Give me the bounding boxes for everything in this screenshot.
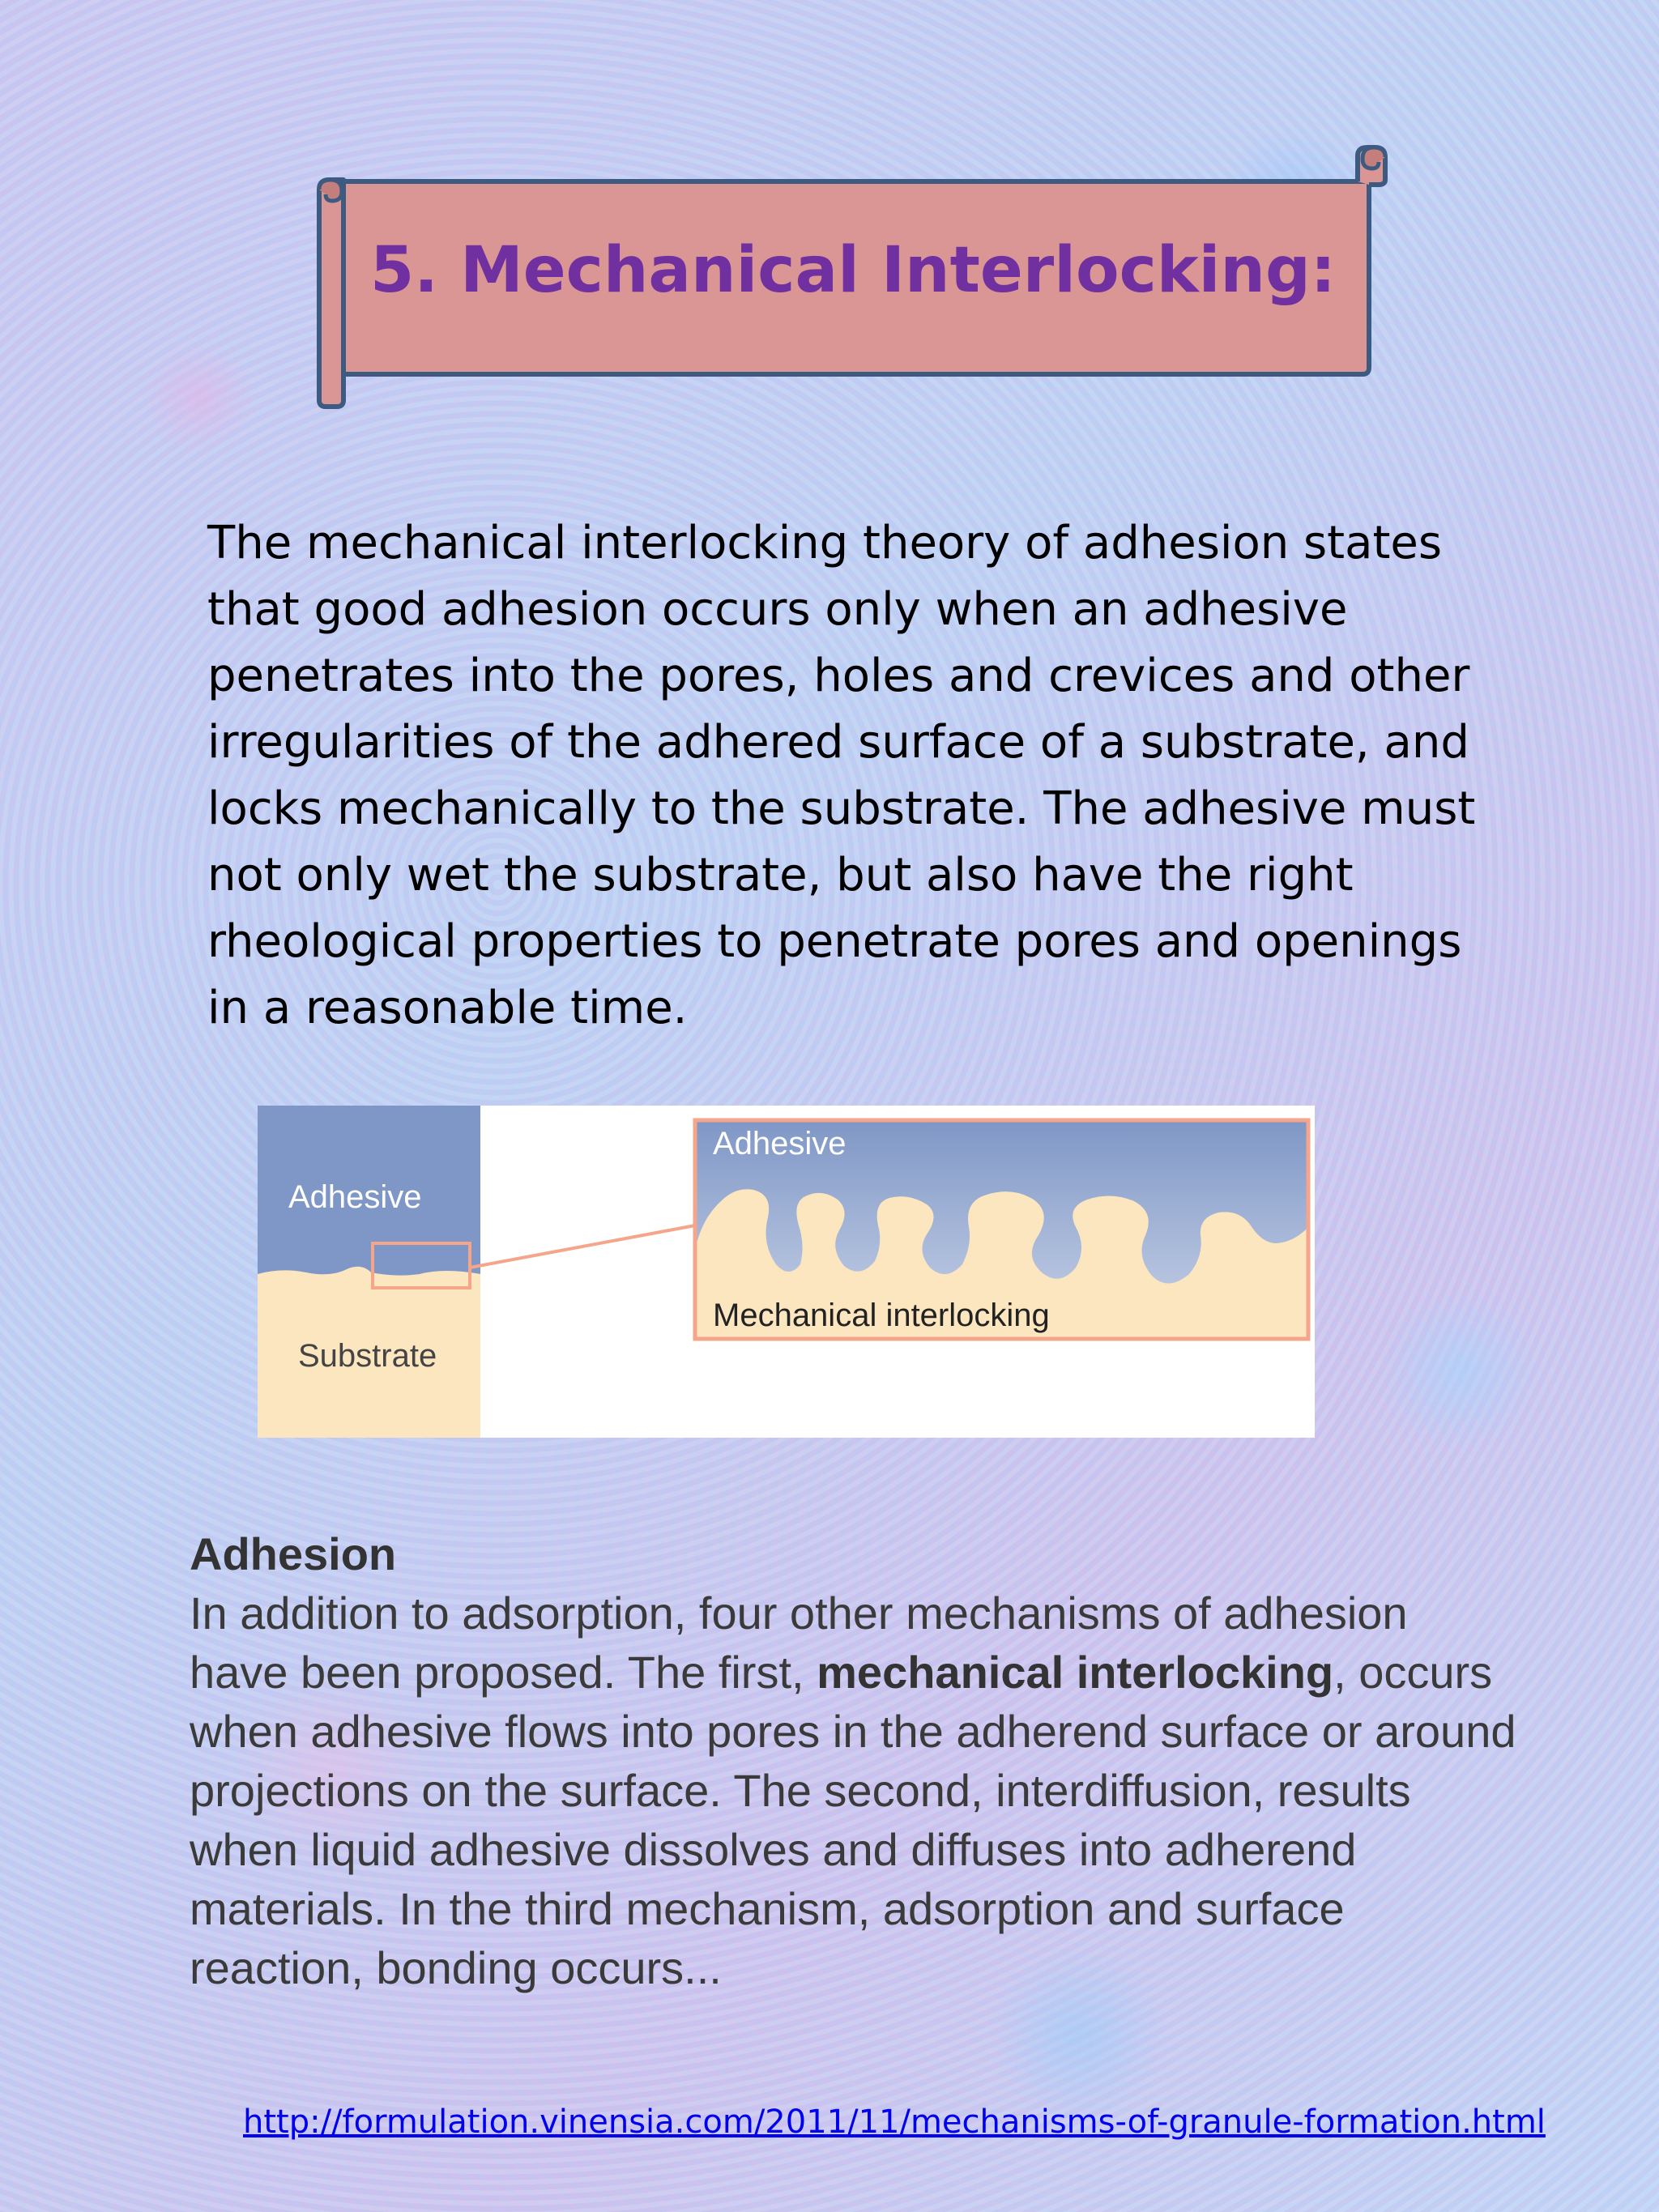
adhesion-excerpt [190,1524,1518,1997]
source-link[interactable]: http://formulation.vinensia.com/2011/11/mechanisms-of-granule-formation.html [243,2103,1546,2141]
excerpt-heading: Adhesion [190,1528,397,1579]
page-title: 5. Mechanical Interlocking: [370,234,1336,307]
intro-paragraph: The mechanical interlocking theory of adhesion states that good adhesion occurs only when an adhesive penetrates into the pores, holes and crevices and other irregularities of the adhered surface of a substrate, and locks mechanically to the substrate. The adhesive must not only wet the substrate, but also have the right rheological properties to penetrate pores and openings in a reasonable time. [207,517,1476,1034]
excerpt-body [190,1583,1518,1997]
mechanical-interlocking-figure [258,1106,1315,1438]
zoom-caption: Mechanical interlocking [713,1298,1050,1333]
excerpt-text-1: In addition to adsorption, four other mechanisms of adhesion have been proposed. The first, [190,1588,1408,1698]
excerpt-text-2: , occurs when adhesive flows into pores in the adherend surface or around projections on the surface. The second, interdiffusion, results when liquid adhesive dissolves and diffuses into adherend materials. In the third mechanism, adsorption and surface reaction, bonding occurs... [190,1647,1516,1993]
zoom-adhesive-label: Adhesive [713,1126,847,1161]
excerpt-bold-term: mechanical interlocking [817,1647,1334,1698]
left-substrate-label: Substrate [298,1338,437,1374]
left-adhesive-label: Adhesive [288,1179,422,1215]
